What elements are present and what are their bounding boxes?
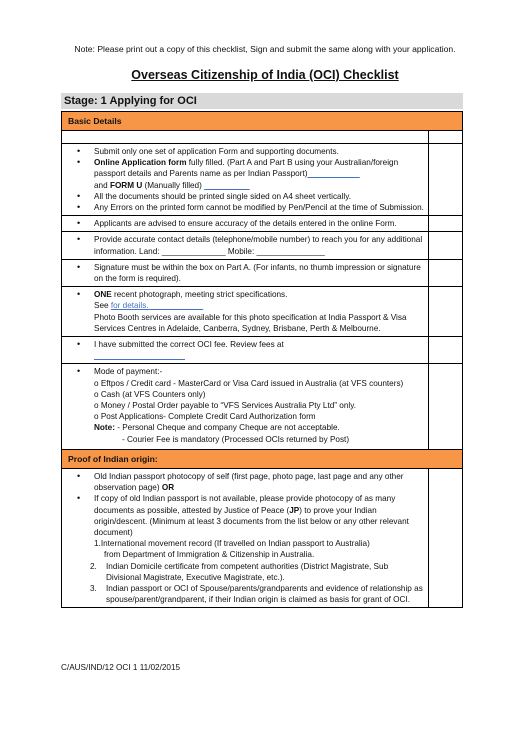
table-row <box>62 231 462 258</box>
list-item: • Signature must be within the box on Part A. (For infants, no thumb impression or signature on the form is required). <box>94 262 425 284</box>
table-row: • ONE recent photograph, meeting strict specifications. See for details. Photo Booth services are available for this photo specification at India Passport & Visa Services Centres in Adelaide, Canberra, Sydney, Brisbane, Perth & Melbourne. <box>62 286 462 336</box>
table-row <box>62 259 462 286</box>
checkbox-cell[interactable] <box>429 287 463 336</box>
checkbox-cell[interactable] <box>429 469 463 607</box>
basic-details-table <box>61 111 463 457</box>
table-row: • Old Indian passport photocopy of self (first page, photo page, last page and any other observation page) OR • If copy of old Indian passport is not available, please provide photocopy of as many documents as possible, attested by Justice of Peace (JP) to prove your Indian origin/descent. (Minimum at least 3 documents from the list below or any other relevant document) 1.International movement record (If travelled on Indian passport to Australia) from Department of Immigration & Citizenship in Australia. 2. Indian Domicile certificate from competent authorities (District Magistrate, Sub Divisional Magistrate, Executive Magistrate, etc.). 3. Indian passport or OCI of Spouse/parents/grandparents and evidence of relationship as spouse/parent/grandparent, if their Indian origin is claimed as basis for grant of OCI. <box>62 468 462 607</box>
checkbox-cell[interactable] <box>429 232 463 258</box>
basic-details-header: Basic Details <box>62 112 462 130</box>
checkbox-cell[interactable] <box>429 144 463 215</box>
list-item: • All the documents should be printed single sided on A4 sheet vertically. <box>94 191 425 202</box>
proof-origin-table <box>61 449 463 608</box>
list-item: • Old Indian passport photocopy of self (first page, photo page, last page and any other observation page) OR <box>94 471 425 493</box>
instruction-note: Note: Please print out a copy of this checklist, Sign and submit the same along with your application. <box>74 44 456 54</box>
list-item: • Mode of payment:- <box>94 366 425 377</box>
checkbox-cell[interactable] <box>429 260 463 286</box>
checkbox-cell[interactable] <box>429 216 463 231</box>
list-item: • Submit only one set of application Form and supporting documents. <box>94 146 425 157</box>
list-item: • Any Errors on the printed form cannot be modified by Pen/Pencil at the time of Submission. <box>94 202 425 213</box>
list-item: • Online Application form fully filled. (Part A and Part B using your Australian/foreign passport details and Parents name as per Indian Passport) and FORM U (Manually filled) <box>94 157 425 191</box>
table-row <box>62 130 462 143</box>
details-link[interactable]: for details. <box>110 301 149 311</box>
checkbox-cell[interactable] <box>429 131 463 143</box>
list-item: • ONE recent photograph, meeting strict specifications. <box>94 289 425 300</box>
list-item: • If copy of old Indian passport is not available, please provide photocopy of as many documents as possible, attested by Justice of Peace (JP) to prove your Indian origin/descent. (Minimum at least 3 documents from the list below or any other relevant document) <box>94 493 425 538</box>
footer-code: C/AUS/IND/12 OCI 1 11/02/2015 <box>61 663 181 672</box>
checkbox-cell[interactable] <box>429 364 463 455</box>
table-row <box>62 336 462 363</box>
proof-origin-header: Proof of Indian origin: <box>62 450 462 468</box>
fees-link[interactable] <box>94 351 185 360</box>
table-row <box>62 215 462 231</box>
list-item: • Applicants are advised to ensure accuracy of the details entered in the online Form. <box>94 218 425 229</box>
list-item: 3. Indian passport or OCI of Spouse/parents/grandparents and evidence of relationship as spouse/parent/grandparent, if their Indian origin is claimed as basis for grant of OCI. <box>90 584 423 605</box>
page-title: Overseas Citizenship of India (OCI) Checklist <box>131 68 399 82</box>
list-item: • I have submitted the correct OCI fee. Review fees at <box>94 339 425 350</box>
table-row <box>62 143 462 215</box>
table-row: • Mode of payment:- o Eftpos / Credit card - MasterCard or Visa Card issued in Australia (at VFS counters) o Cash (at VFS Counters only) o Money / Postal Order payable to “VFS Services Australia Pty Ltd” only. o Post Applications- Complete Credit Card Authorization form Note: - Personal Cheque and company Cheque are not acceptable. - Courier Fee is mandatory (Processed OCIs returned by Post) <box>62 363 462 455</box>
list-item: 2. Indian Domicile certificate from competent authorities (District Magistrate, Sub Divisional Magistrate, Executive Magistrate, etc.). <box>90 561 389 582</box>
stage-heading: Stage: 1 Applying for OCI <box>61 93 463 109</box>
checkbox-cell[interactable] <box>429 337 463 363</box>
list-item: • Provide accurate contact details (telephone/mobile number) to reach you for any additional information. Land: ______________ Mobile: _______________ <box>94 234 425 256</box>
